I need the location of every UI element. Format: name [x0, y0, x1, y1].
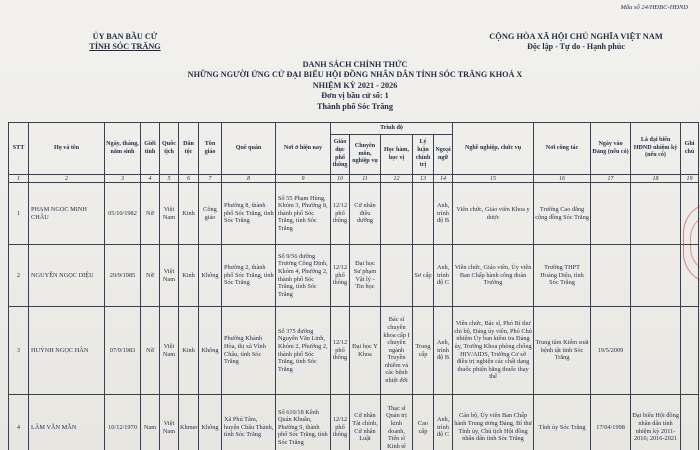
col-nationality: Quốc tịch: [160, 123, 179, 175]
cell-name: PHẠM NGỌC MINH CHÂU: [29, 183, 105, 245]
cell-name: NGUYỄN NGỌC DIỆU: [29, 245, 105, 307]
col-general-edu: Giáo dục phổ thông: [331, 135, 350, 175]
col-residence: Nơi ở hiện nay: [276, 123, 331, 175]
cell-language: Anh, trình độ C: [434, 245, 453, 307]
cell-prev-delegate: [631, 307, 681, 395]
cell-degree: Thạc sĩ Quản trị kinh doanh, Tiến sĩ Kinh tế: [381, 395, 413, 450]
cell-name: LÂM VĂN MẪN: [29, 395, 105, 450]
cell-religion: Không: [199, 245, 222, 307]
cell-dob: 20/9/1985: [105, 245, 141, 307]
cell-language: Anh, trình độ B: [434, 307, 453, 395]
col-prev-delegate: Là đại biểu HĐND nhiệm kỳ (nếu có): [631, 123, 681, 175]
cell-dob: 10/12/1970: [105, 395, 141, 450]
cell-religion: Công giáo: [199, 183, 222, 245]
cell-stt: 1: [9, 183, 29, 245]
cell-occupation: Viên chức, Bác sĩ, Phó Bí thư chi bộ, Đảng ủy viên, Phó Chủ nhiệm Ủy ban kiểm tra Đảng ủy, Trưởng Khoa phòng chống HIV/AIDS, Trưởng Cơ sở điều trị nghiện các chất dạng thuốc phiện bằng thuốc thay thế: [453, 307, 534, 395]
cell-political: [413, 183, 434, 245]
column-number: 9: [276, 175, 331, 183]
issuer-header: [40, 32, 210, 52]
issuer-line2: TỈNH SÓC TRĂNG: [89, 42, 161, 51]
cell-occupation: Cán bộ, Ủy viên Ban Chấp hành Trung ương Đảng, Bí thư Tỉnh ủy, Chủ tịch Hội đồng nhân dân tỉnh Sóc Trăng: [453, 395, 534, 450]
column-number: 2: [29, 175, 105, 183]
cell-note: [681, 395, 699, 450]
col-dob: Ngày, tháng, năm sinh: [105, 123, 141, 175]
table-header-row: [9, 123, 699, 135]
cell-religion: Không: [199, 307, 222, 395]
document-title: [120, 60, 590, 112]
cell-general-edu: 12/12 phổ thông: [331, 307, 350, 395]
cell-language: Anh, trình độ C: [434, 395, 453, 450]
cell-prev-delegate: [631, 245, 681, 307]
cell-political: Sơ cấp: [413, 245, 434, 307]
column-number: 13: [413, 175, 434, 183]
cell-professional: Đại học Sư phạm Vật lý - Tin học: [350, 245, 381, 307]
cell-professional: Cử nhân điều dưỡng: [350, 183, 381, 245]
cell-workplace: Trường Cao đẳng cộng đồng Sóc Trăng: [534, 183, 591, 245]
cell-party-date: 19/5/2009: [591, 307, 631, 395]
column-number: 18: [631, 175, 681, 183]
column-number: 10: [331, 175, 350, 183]
cell-ethnicity: Kinh: [179, 245, 199, 307]
cell-ethnicity: Khmer: [179, 395, 199, 450]
cell-name: HUỲNH NGỌC HÂN: [29, 307, 105, 395]
cell-hometown: Phường Khánh Hòa, thị xã Vĩnh Châu, tỉnh Sóc Trăng: [222, 307, 276, 395]
cell-hometown: Phường 8, thành phố Sóc Trăng, tỉnh Sóc Trăng: [222, 183, 276, 245]
table-row: [9, 395, 699, 450]
cell-degree: [381, 245, 413, 307]
col-occupation: Nghề nghiệp, chức vụ: [453, 123, 534, 175]
column-number-row: [9, 175, 699, 183]
column-number: 16: [534, 175, 591, 183]
title-line4: Đơn vị bầu cử số: 1: [321, 91, 389, 101]
cell-nationality: Việt Nam: [160, 395, 179, 450]
col-political: Lý luận chính trị: [413, 135, 434, 175]
cell-workplace: Trung tâm Kiểm soát bệnh tật tỉnh Sóc Trăng: [534, 307, 591, 395]
column-number: 14: [434, 175, 453, 183]
column-number: 8: [222, 175, 276, 183]
col-professional: Chuyên môn, nghiệp vụ: [350, 135, 381, 175]
issuer-line1: ỦY BAN BẦU CỬ: [92, 32, 158, 41]
cell-dob: 05/10/1982: [105, 183, 141, 245]
cell-prev-delegate: [631, 183, 681, 245]
cell-general-edu: 12/12 phổ thông: [331, 245, 350, 307]
cell-residence: Số 55 Phạm Hùng, Khóm 3, Phường 8, thành phố Sóc Trăng, tỉnh Sóc Trăng: [276, 183, 331, 245]
table-row: [9, 307, 699, 395]
cell-language: Anh, trình độ B: [434, 183, 453, 245]
cell-professional: Cử nhân Tài chính, Cử nhân Luật: [350, 395, 381, 450]
cell-nationality: Việt Nam: [160, 183, 179, 245]
col-party-date: Ngày vào Đảng (nếu có): [591, 123, 631, 175]
col-degree: Học hàm, học vị: [381, 135, 413, 175]
cell-religion: Không: [199, 395, 222, 450]
col-stt: STT: [9, 123, 29, 175]
col-gender: Giới tính: [141, 123, 160, 175]
national-motto: Độc lập - Tự do - Hạnh phúc: [527, 42, 625, 51]
cell-political: Trung cấp: [413, 307, 434, 395]
column-number: 7: [199, 175, 222, 183]
cell-stt: 2: [9, 245, 29, 307]
cell-note: [681, 307, 699, 395]
cell-residence: Số 610/18 Kênh Quản Khuân, Phường 9, thành phố Sóc Trăng, tỉnh Sóc Trăng: [276, 395, 331, 450]
cell-prev-delegate: Đại biểu Hội đồng nhân dân tỉnh nhiệm kỳ 2011-2016; 2016-2021: [631, 395, 681, 450]
cell-gender: Nữ: [141, 307, 160, 395]
column-number: 3: [105, 175, 141, 183]
title-line2: NHỮNG NGƯỜI ỨNG CỬ ĐẠI BIỂU HỘI ĐỒNG NHÂN DÂN TỈNH SÓC TRĂNG KHOÁ X: [187, 70, 523, 80]
column-number: 17: [591, 175, 631, 183]
column-number: 19: [681, 175, 699, 183]
title-line3: NHIỆM KỲ 2021 - 2026: [312, 80, 398, 90]
cell-occupation: Viên chức, Giáo viên Khoa y dược: [453, 183, 534, 245]
cell-professional: Đại học Y Khoa: [350, 307, 381, 395]
cell-residence: Số 9/56 đường Trương Công Định, Khóm 4, Phường 2, thành phố Sóc Trăng, tỉnh Sóc Trăng: [276, 245, 331, 307]
column-number: 12: [381, 175, 413, 183]
cell-ethnicity: Kinh: [179, 183, 199, 245]
cell-residence: Số 375 đường Nguyễn Văn Linh, Khóm 2, Phường 2, thành phố Sóc Trăng, tỉnh Sóc Trăng: [276, 307, 331, 395]
cell-stt: 3: [9, 307, 29, 395]
col-workplace: Nơi công tác: [534, 123, 591, 175]
col-language: Ngoại ngữ: [434, 135, 453, 175]
column-number: 4: [141, 175, 160, 183]
national-title: CỘNG HÒA XÃ HỘI CHỦ NGHĨA VIỆT NAM: [489, 32, 663, 41]
cell-hometown: Phường 2, thành phố Sóc Trăng, tỉnh Sóc Trăng: [222, 245, 276, 307]
cell-ethnicity: Kinh: [179, 307, 199, 395]
column-number: 6: [179, 175, 199, 183]
form-code: Mẫu số 24/HĐBC-HĐND: [620, 4, 688, 11]
national-header: [460, 32, 692, 52]
col-name: Họ và tên: [29, 123, 105, 175]
col-hometown: Quê quán: [222, 123, 276, 175]
cell-stt: 4: [9, 395, 29, 450]
col-ethnicity: Dân tộc: [179, 123, 199, 175]
cell-workplace: Tỉnh ủy Sóc Trăng: [534, 395, 591, 450]
candidate-table: [8, 122, 699, 450]
col-education-group: Trình độ: [331, 123, 453, 135]
cell-nationality: Việt Nam: [160, 245, 179, 307]
cell-party-date: [591, 183, 631, 245]
cell-general-edu: 12/12 phổ thông: [331, 183, 350, 245]
table-row: [9, 245, 699, 307]
cell-degree: [381, 183, 413, 245]
table-row: [9, 183, 699, 245]
column-number: 15: [453, 175, 534, 183]
column-number: 11: [350, 175, 381, 183]
title-line1: DANH SÁCH CHÍNH THỨC: [302, 60, 408, 69]
cell-hometown: Xã Phú Tâm, huyện Châu Thành, tỉnh Sóc Trăng: [222, 395, 276, 450]
cell-occupation: Viên chức, Giáo viên, Ủy viên Ban Chấp hành công đoàn Trường: [453, 245, 534, 307]
title-line5: Thành phố Sóc Trăng: [317, 101, 393, 111]
col-note: Ghi chú: [681, 123, 699, 175]
cell-party-date: 17/04/1998: [591, 395, 631, 450]
column-number: 5: [160, 175, 179, 183]
cell-political: Cao cấp: [413, 395, 434, 450]
cell-gender: Nam: [141, 395, 160, 450]
cell-workplace: Trường THPT Hoàng Diệu, tỉnh Sóc Trăng: [534, 245, 591, 307]
cell-general-edu: 12/12 phổ thông: [331, 395, 350, 450]
col-religion: Tôn giáo: [199, 123, 222, 175]
cell-dob: 07/9/1983: [105, 307, 141, 395]
cell-nationality: Việt Nam: [160, 307, 179, 395]
cell-gender: Nữ: [141, 183, 160, 245]
column-number: 1: [9, 175, 29, 183]
cell-degree: Bác sĩ chuyên khoa cấp I chuyên ngành Truyền nhiễm và các bệnh nhiệt đới: [381, 307, 413, 395]
cell-party-date: [591, 245, 631, 307]
cell-gender: Nữ: [141, 245, 160, 307]
